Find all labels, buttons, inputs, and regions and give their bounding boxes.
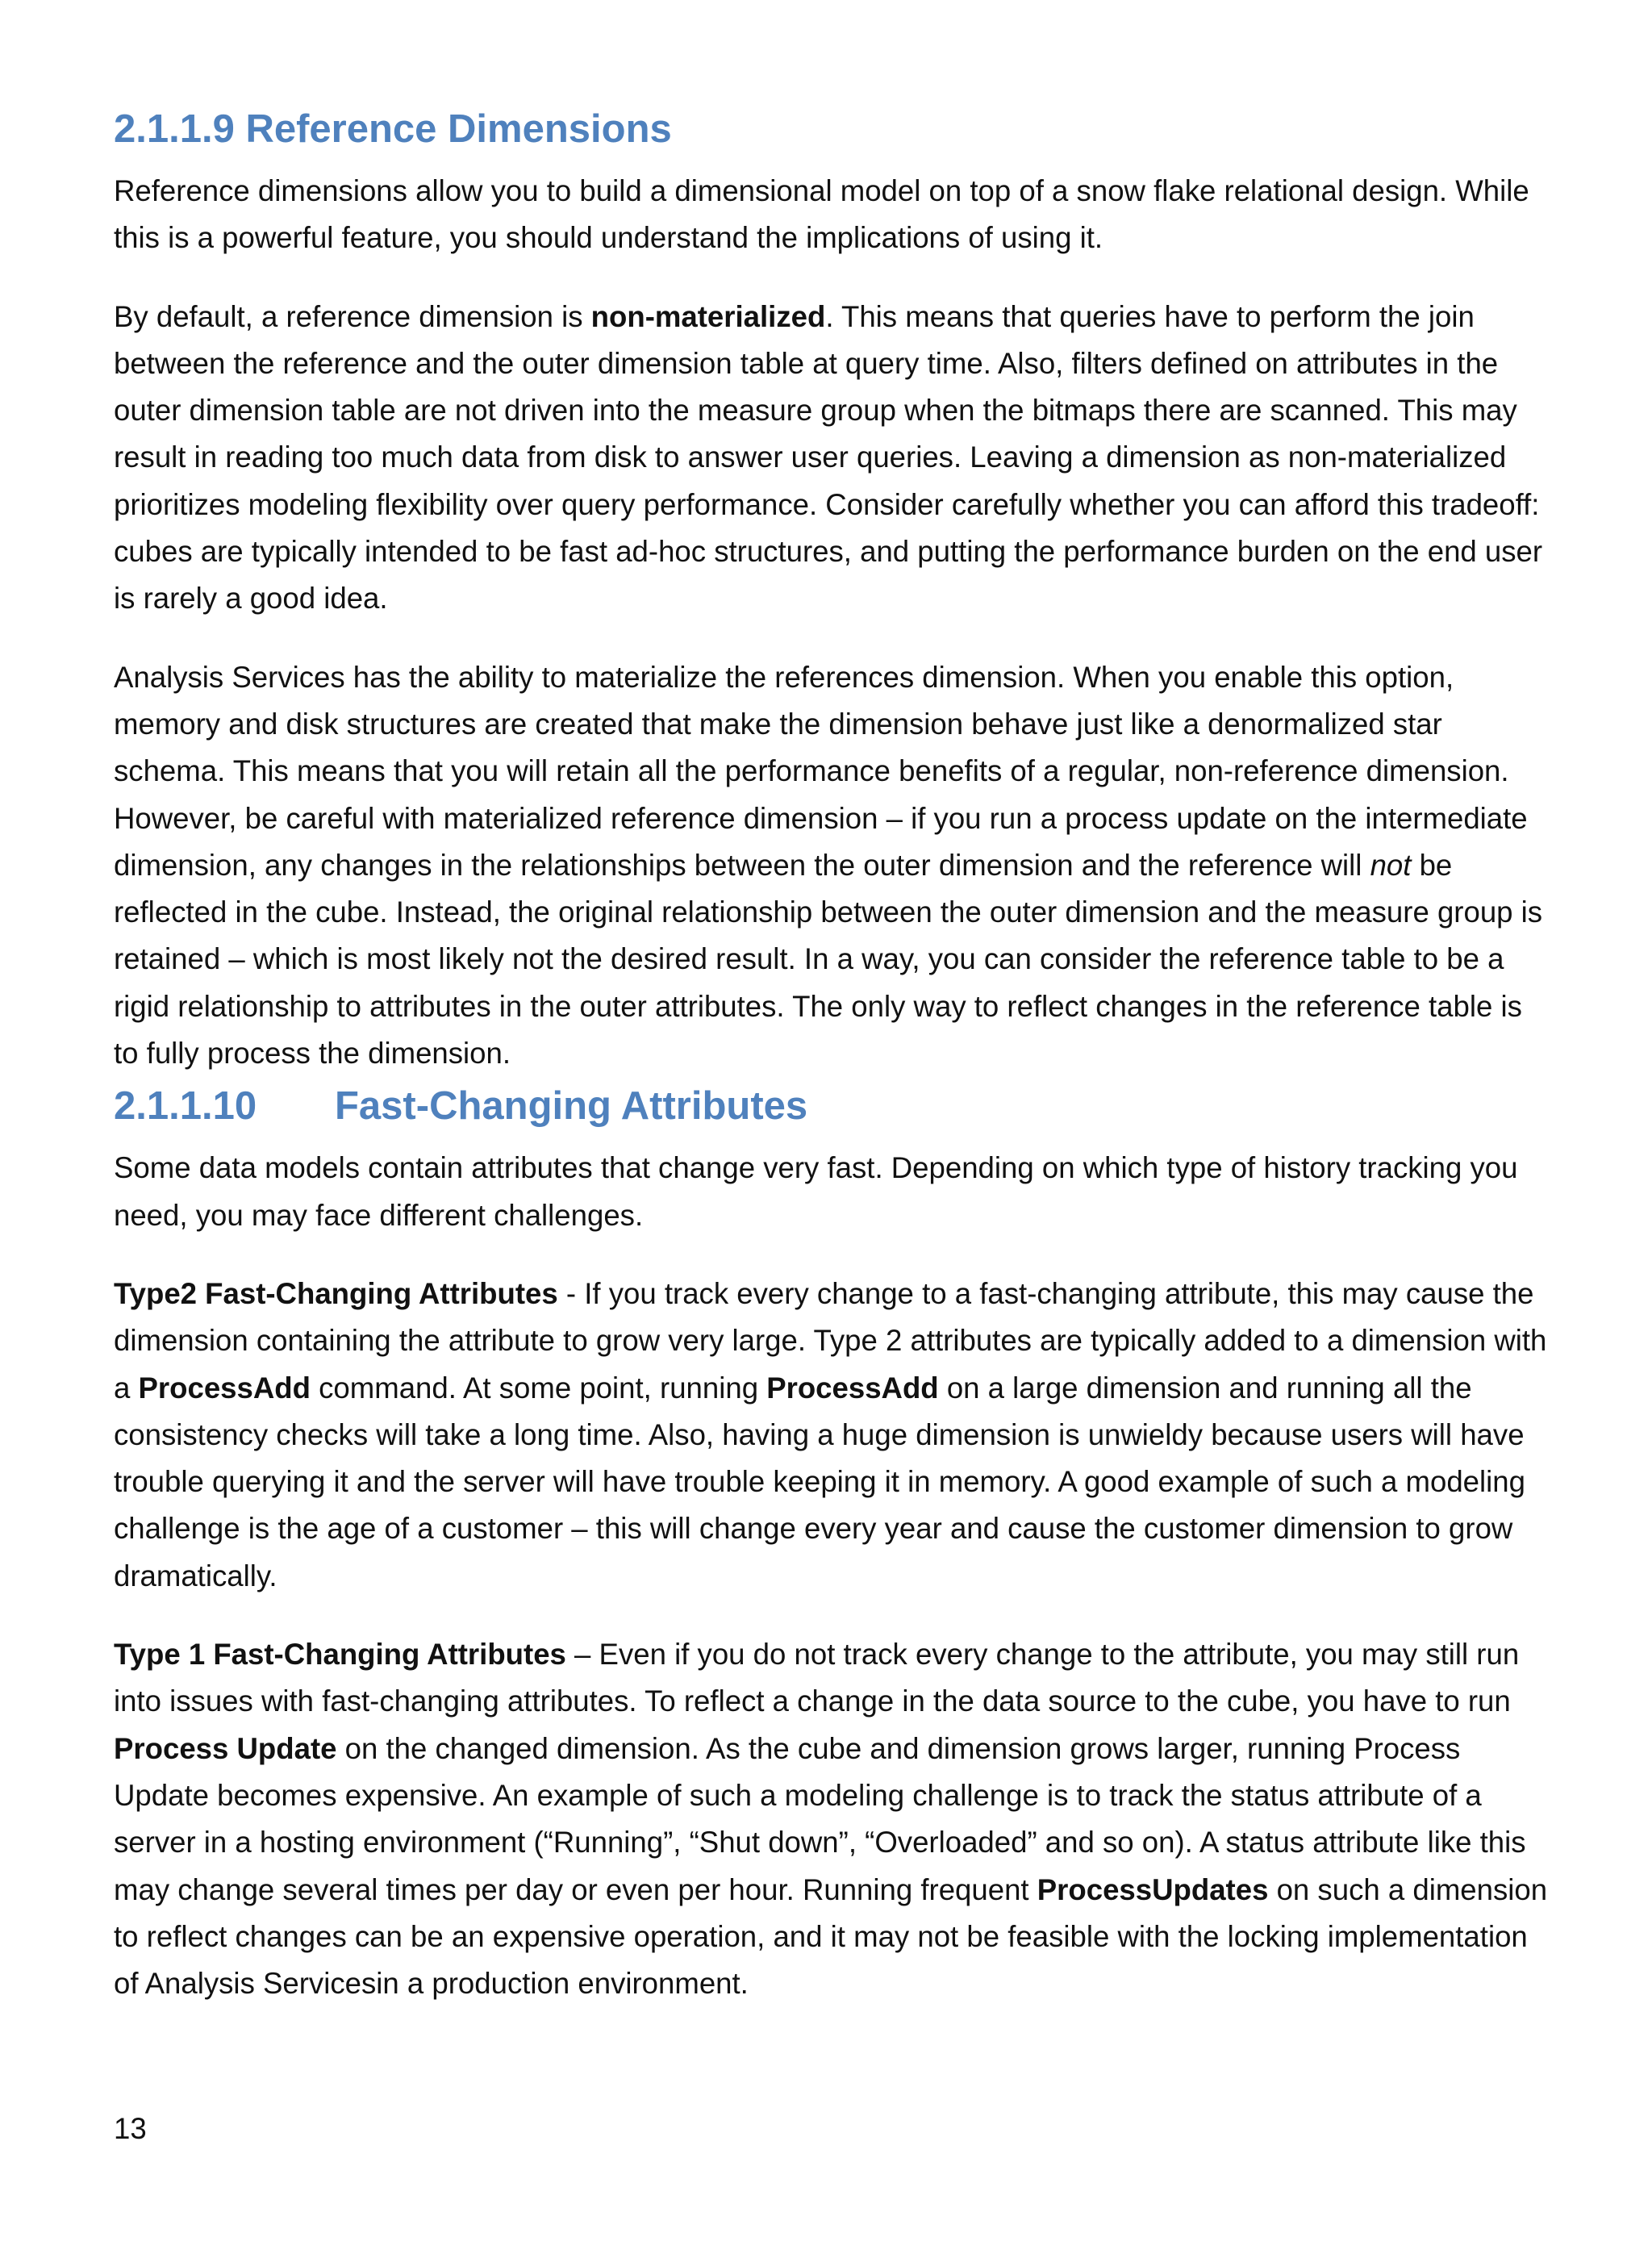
paragraph-non-materialized (114, 294, 1550, 623)
bold-term-non-materialized: non-materialized (590, 299, 826, 333)
italic-term-not: not (1370, 848, 1412, 882)
bold-term-processadd: ProcessAdd (138, 1371, 311, 1405)
bold-term-type2: Type2 Fast-Changing Attributes (114, 1276, 558, 1310)
paragraph-text: . This means that queries have to perform the join between the reference and the outer dimension table at query time. Also, filters defined on attributes in the outer dimension table are not driven into the measure group when the bitmaps there are scanned. This may result in reading too much data from disk to answer user queries. Leaving a dimension as non-materialized prioritizes modeling flexibility over query performance. Consider carefully whether you can afford this tradeoff: cubes are typically intended to be fast ad-hoc structures, and putting the performance burden on the end user is rarely a good idea. (114, 299, 1543, 616)
paragraph-type2 (114, 1271, 1550, 1600)
paragraph-text: By default, a reference dimension is (114, 299, 591, 333)
section-heading-fast-changing-attributes (114, 1077, 1550, 1135)
paragraph-materialize (114, 654, 1550, 1078)
paragraph-text: on such a dimension to reflect changes can be an expensive operation, and it may not be feasible with the locking implementation of Analysis Servicesin a production environment. (114, 1872, 1548, 2001)
paragraph-text: on a large dimension and running all the consistency checks will take a long time. Also, having a huge dimension is unwieldy because users will have trouble querying it and the server will have trouble keeping it in memory. A good example of such a modeling challenge is the age of a customer – this will change every year and cause the customer dimension to grow dramatically. (114, 1371, 1525, 1592)
paragraph-text: – Even if you do not track every change to the attribute, you may still run into issues with fast-changing attributes. To reflect a change in the data source to the cube, you have to run (114, 1638, 1520, 1718)
section-heading-reference-dimensions: 2.1.1.9 Reference Dimensions (114, 107, 672, 151)
paragraph-text: Some data models contain attributes that change very fast. Depending on which type of history tracking you need, you may face different challenges. (114, 1151, 1518, 1232)
bold-term-processadd: ProcessAdd (766, 1371, 939, 1405)
paragraph-text: command. At some point, running (310, 1371, 767, 1405)
paragraph-text: Analysis Services has the ability to materialize the references dimension. When you enable this option, memory and disk structures are created that make the dimension behave just like a denormalized star schema. This means that you will retain all the performance benefits of a regular, non-reference dimension. However, be careful with materialized reference dimension – if you run a process update on the intermediate dimension, any changes in the relationships between the outer dimension and the reference will (114, 660, 1528, 882)
bold-term-processupdates: ProcessUpdates (1037, 1872, 1269, 1906)
paragraph-text: on the changed dimension. As the cube and dimension grows larger, running Process Update becomes expensive. An example of such a modeling challenge is to track the status attribute of a server in a hosting environment (“Running”, “Shut down”, “Overloaded” and so on). A status attribute like this may change several times per day or even per hour. Running frequent (114, 1731, 1526, 1906)
paragraph-reference-intro (114, 168, 1550, 262)
bold-term-process-update: Process Update (114, 1731, 337, 1765)
paragraph-text: Reference dimensions allow you to build a dimensional model on top of a snow flake relational design. While this is a powerful feature, you should understand the implications of using it. (114, 174, 1529, 255)
paragraph-fast-changing-intro (114, 1145, 1550, 1239)
paragraph-text: - If you track every change to a fast-changing attribute, this may cause the dimension containing the attribute to grow very large. Type 2 attributes are typically added to a dimension with a (114, 1276, 1547, 1405)
heading-number: 2.1.1.10 (114, 1084, 257, 1129)
paragraph-text: be reflected in the cube. Instead, the original relationship between the outer dimension and the measure group is retained – which is most likely not the desired result. In a way, you can consider the reference table to be a rigid relationship to attributes in the outer attributes. The only way to reflect changes in the reference table is to fully process the dimension. (114, 848, 1543, 1071)
paragraph-type1 (114, 1631, 1550, 2007)
page-number: 13 (114, 2112, 147, 2145)
bold-term-type1: Type 1 Fast-Changing Attributes (114, 1638, 566, 1672)
document-page (114, 100, 1550, 2007)
heading-title: Fast-Changing Attributes (335, 1084, 808, 1129)
